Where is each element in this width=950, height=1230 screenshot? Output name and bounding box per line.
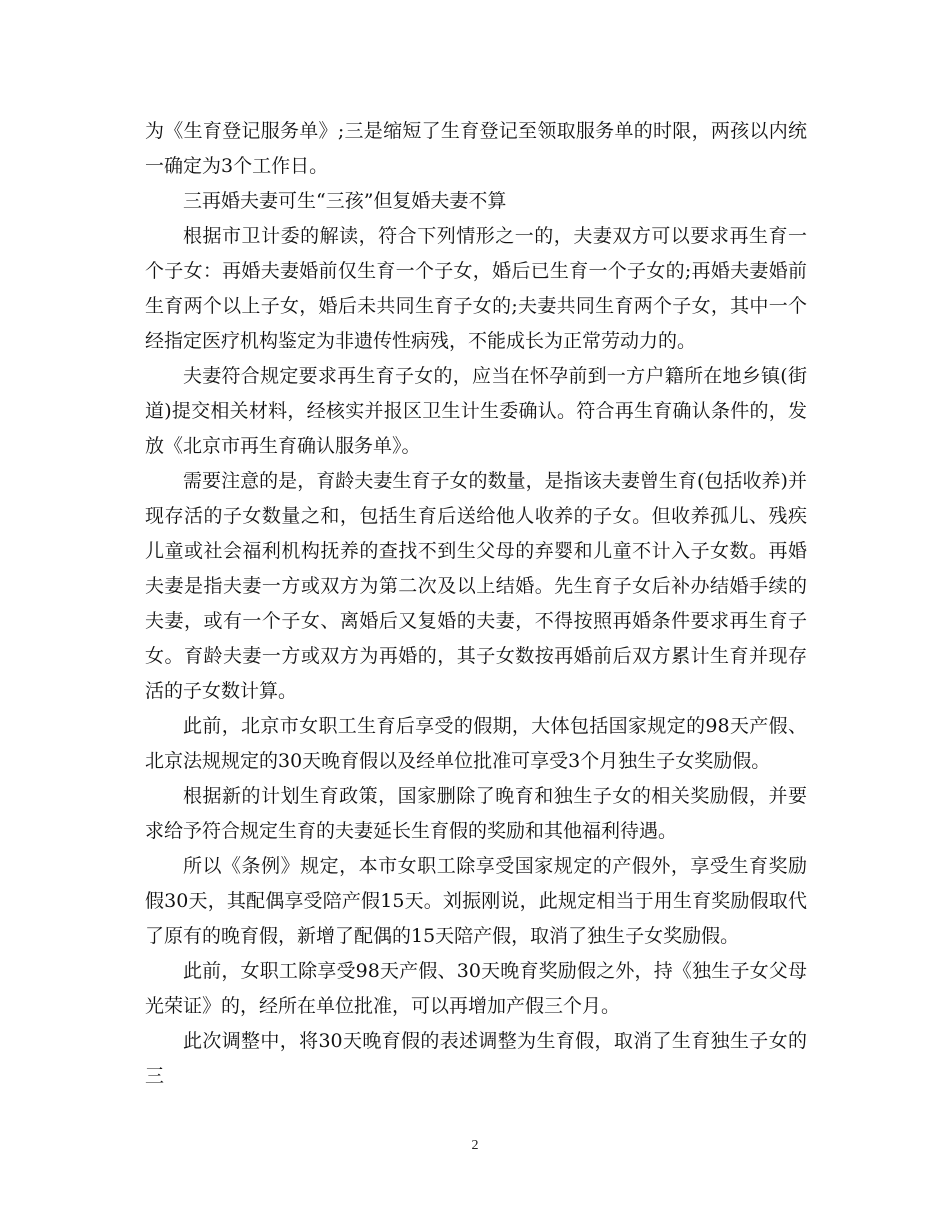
paragraph: 此前，北京市女职工生育后享受的假期，大体包括国家规定的98天产假、北京法规规定的30天晚育假以及经单位批准可享受3个月独生子女奖励假。 xyxy=(145,715,807,772)
paragraph: 根据市卫计委的解读，符合下列情形之一的，夫妻双方可以要求再生育一个子女：再婚夫妻婚前仅生育一个子女，婚后已生育一个子女的;再婚夫妻婚前生育两个以上子女，婚后未共同生育子女的;夫妻共同生育两个子女，其中一个经指定医疗机构鉴定为非遗传性病残，不能成长为正常劳动力的。 xyxy=(145,225,807,352)
section-heading: 三再婚夫妻可生“三孩”但复婚夫妻不算 xyxy=(183,190,507,212)
document-body xyxy=(145,114,807,1094)
paragraph: 夫妻符合规定要求再生育子女的，应当在怀孕前到一方户籍所在地乡镇(街道)提交相关材料，经核实并报区卫生计生委确认。符合再生育确认条件的，发放《北京市再生育确认服务单》。 xyxy=(145,365,807,457)
paragraph: 此次调整中，将30天晚育假的表述调整为生育假，取消了生育独生子女的三 xyxy=(145,1030,807,1087)
page-number: 2 xyxy=(471,1138,479,1153)
paragraph: 根据新的计划生育政策，国家删除了晚育和独生子女的相关奖励假，并要求给予符合规定生育的夫妻延长生育假的奖励和其他福利待遇。 xyxy=(145,785,807,842)
paragraph: 需要注意的是，育龄夫妻生育子女的数量，是指该夫妻曾生育(包括收养)并现存活的子女数量之和，包括生育后送给他人收养的子女。但收养孤儿、残疾儿童或社会福利机构抚养的查找不到生父母的弃婴和儿童不计入子女数。再婚夫妻是指夫妻一方或双方为第二次及以上结婚。先生育子女后补办结婚手续的夫妻，或有一个子女、离婚后又复婚的夫妻，不得按照再婚条件要求再生育子女。育龄夫妻一方或双方为再婚的，其子女数按再婚前后双方累计生育并现存活的子女数计算。 xyxy=(145,470,807,702)
paragraph: 此前，女职工除享受98天产假、30天晚育奖励假之外，持《独生子女父母光荣证》的，经所在单位批准，可以再增加产假三个月。 xyxy=(145,960,807,1017)
paragraph-continuation: 为《生育登记服务单》;三是缩短了生育登记至领取服务单的时限，两孩以内统一确定为3个工作日。 xyxy=(145,120,807,177)
paragraph: 所以《条例》规定，本市女职工除享受国家规定的产假外，享受生育奖励假30天，其配偶享受陪产假15天。刘振刚说，此规定相当于用生育奖励假取代了原有的晚育假，新增了配偶的15天陪产假，取消了独生子女奖励假。 xyxy=(145,855,807,947)
